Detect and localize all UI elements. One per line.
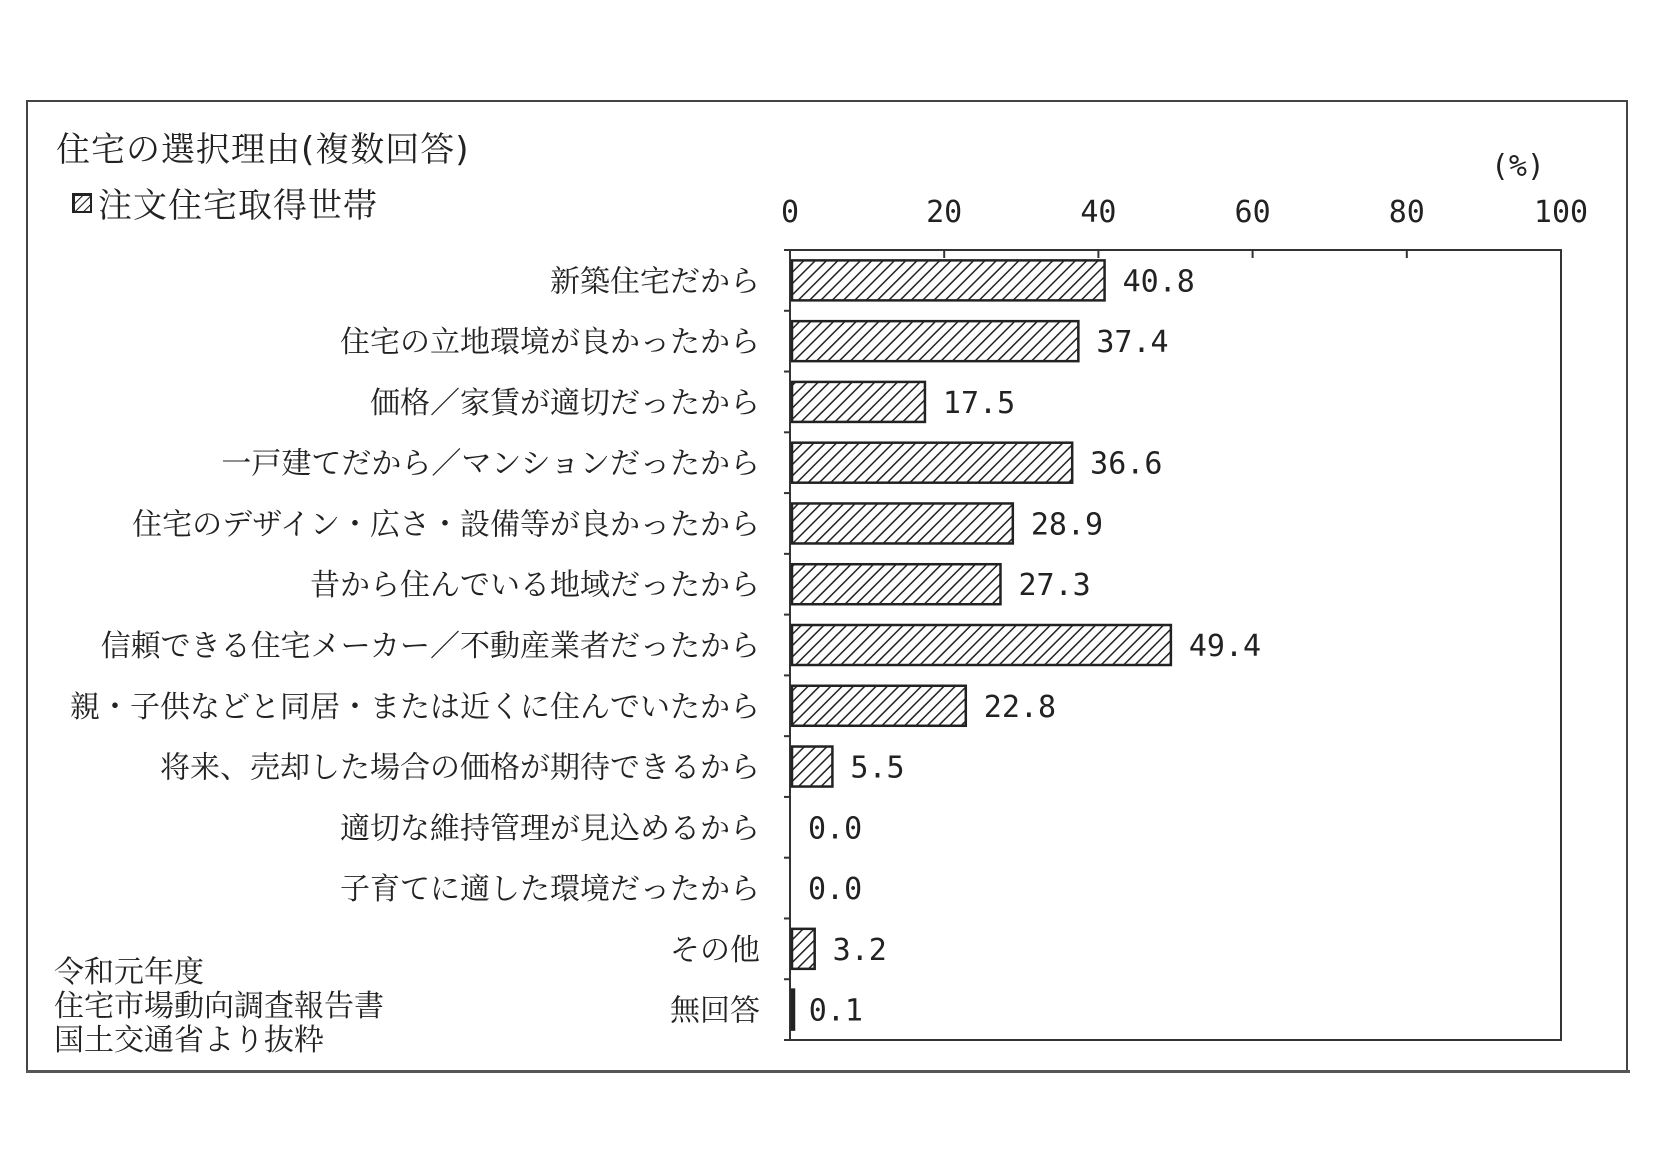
source-line-2: 住宅市場動向調査報告書 [54, 989, 384, 1024]
category-label: 昔から住んでいる地域だったから [310, 568, 760, 604]
category-label: 住宅の立地環境が良かったから [340, 325, 760, 361]
legend-label: 注文住宅取得世帯 [98, 186, 378, 226]
category-label: 将来、売却した場合の価格が期待できるから [160, 750, 760, 786]
bar [792, 686, 966, 726]
value-label: 17.5 [942, 385, 1016, 421]
category-label: 適切な維持管理が見込めるから [340, 811, 760, 847]
source-line-3: 国土交通省より抜粋 [54, 1023, 324, 1058]
bar [792, 443, 1072, 483]
bar [792, 564, 1000, 604]
bar [792, 260, 1105, 300]
bar [792, 929, 815, 969]
bar [792, 747, 832, 787]
category-label: 一戸建てだから／マンションだったから [221, 446, 760, 482]
category-label: 新築住宅だから [550, 264, 760, 300]
value-label: 22.8 [983, 689, 1057, 725]
x-tick-label: 100 [1533, 195, 1589, 230]
x-tick-label: 40 [1080, 195, 1117, 230]
category-label: 住宅のデザイン・広さ・設備等が良かったから [132, 507, 760, 543]
value-label: 3.2 [832, 932, 887, 968]
bar [792, 321, 1078, 361]
value-label: 36.6 [1090, 446, 1163, 482]
bar [792, 990, 794, 1030]
category-label: 子育てに適した環境だったから [340, 872, 760, 908]
category-label: 親・子供などと同居・または近くに住んでいたから [70, 689, 760, 725]
bar [792, 382, 925, 422]
value-label: 0.0 [808, 872, 863, 908]
chart-title: 住宅の選択理由(複数回答) [56, 130, 470, 170]
unit-label: (%) [1490, 149, 1545, 184]
value-label: 40.8 [1122, 264, 1195, 300]
value-label: 28.9 [1030, 507, 1104, 543]
x-tick-label: 0 [780, 195, 800, 230]
value-label: 37.4 [1096, 325, 1169, 361]
category-label: 価格／家賃が適切だったから [370, 385, 760, 421]
x-tick-label: 60 [1234, 195, 1271, 230]
category-label: その他 [670, 932, 760, 968]
value-label: 5.5 [850, 750, 905, 786]
x-tick-label: 20 [926, 195, 963, 230]
value-label: 0.1 [808, 993, 863, 1029]
bar [792, 503, 1013, 543]
bar [792, 625, 1171, 665]
category-label: 無回答 [670, 993, 760, 1029]
source-line-1: 令和元年度 [54, 955, 204, 990]
value-label: 49.4 [1188, 629, 1262, 664]
value-label: 0.0 [808, 811, 863, 847]
value-label: 27.3 [1018, 568, 1091, 604]
category-label: 信頼できる住宅メーカー／不動産業者だったから [100, 629, 760, 664]
x-tick-label: 80 [1388, 195, 1425, 230]
